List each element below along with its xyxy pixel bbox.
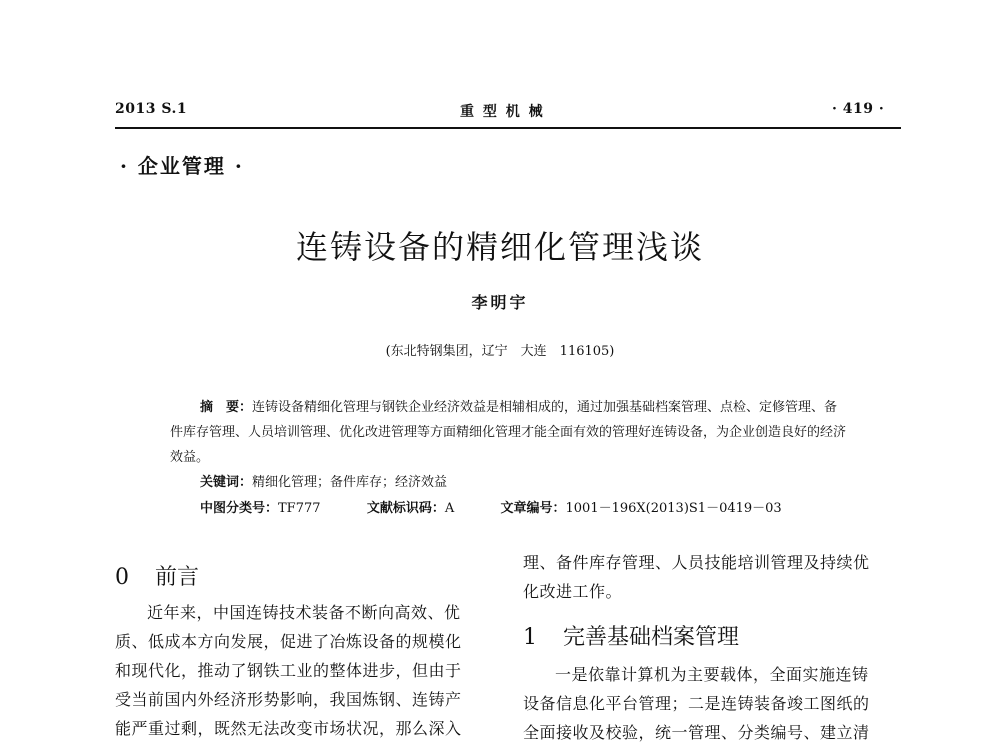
abstract [170, 395, 850, 470]
text-line: 受当前国内外经济形势影响，我国炼钢、连铸产 [115, 690, 462, 709]
heading-introduction-number: 0 [115, 565, 129, 590]
heading-section-1-number: 1 [523, 625, 537, 650]
clc-value: TF777 [278, 501, 321, 516]
heading-introduction-text: 前言 [155, 565, 200, 590]
section-label: · 企业管理 · [120, 154, 244, 178]
doc-code-value: A [444, 501, 455, 516]
running-header-journal: 重 型 机 械 [460, 104, 545, 120]
keywords [200, 471, 447, 490]
text-line: 能严重过剩，既然无法改变市场状况，那么深入 [115, 719, 462, 738]
article-number-label: 文章编号： [500, 501, 566, 516]
text-line: 近年来，中国连铸技术装备不断向高效、优 [147, 603, 461, 622]
text-line: 化改进工作。 [523, 582, 623, 601]
clc-label: 中图分类号： [200, 501, 279, 516]
text-line: 全面接收及校验，统一管理、分类编号、建立清 [523, 723, 870, 742]
introduction-body [115, 598, 495, 743]
abstract-text: 连铸设备精细化管理与钢铁企业经济效益是相辅相成的，通过加强基础档案管理、点检、定修管理、备件库存管理、人员培训管理、优化改进管理等方面精细化管理才能全面有效的管理好连铸设备，为企业创造良好的经济效益。 [170, 400, 847, 465]
classification-line [200, 497, 900, 516]
header-rule [115, 127, 901, 129]
doc-code-label: 文献标识码： [366, 501, 445, 516]
article-number-value: 1001－196X(2013)S1－0419－03 [565, 501, 782, 516]
text-line: 和现代化，推动了钢铁工业的整体进步，但由于 [115, 661, 462, 680]
keywords-text: 精细化管理；备件库存；经济效益 [252, 475, 448, 490]
article-title: 连铸设备的精细化管理浅谈 [295, 228, 704, 266]
text-line: 理、备件库存管理、人员技能培训管理及持续优 [523, 553, 870, 572]
continued-body [523, 548, 913, 606]
heading-introduction [115, 560, 199, 591]
heading-section-1-text: 完善基础档案管理 [563, 625, 740, 650]
section-1-body [523, 660, 913, 747]
text-line: 一是依靠计算机为主要载体，全面实施连铸 [555, 665, 869, 684]
text-line: 设备信息化平台管理；二是连铸装备竣工图纸的 [523, 694, 870, 713]
heading-section-1 [523, 620, 739, 651]
text-line: 质、低成本方向发展，促进了冶炼设备的规模化 [115, 632, 462, 651]
keywords-label: 关键词： [200, 475, 253, 490]
affiliation: (东北特钢集团，辽宁 大连 116105) [385, 344, 615, 359]
running-header-left: 2013 S.1 [115, 101, 188, 117]
author: 李明宇 [471, 293, 529, 312]
running-header-page: · 419 · [832, 101, 885, 117]
abstract-label: 摘 要： [200, 400, 253, 415]
